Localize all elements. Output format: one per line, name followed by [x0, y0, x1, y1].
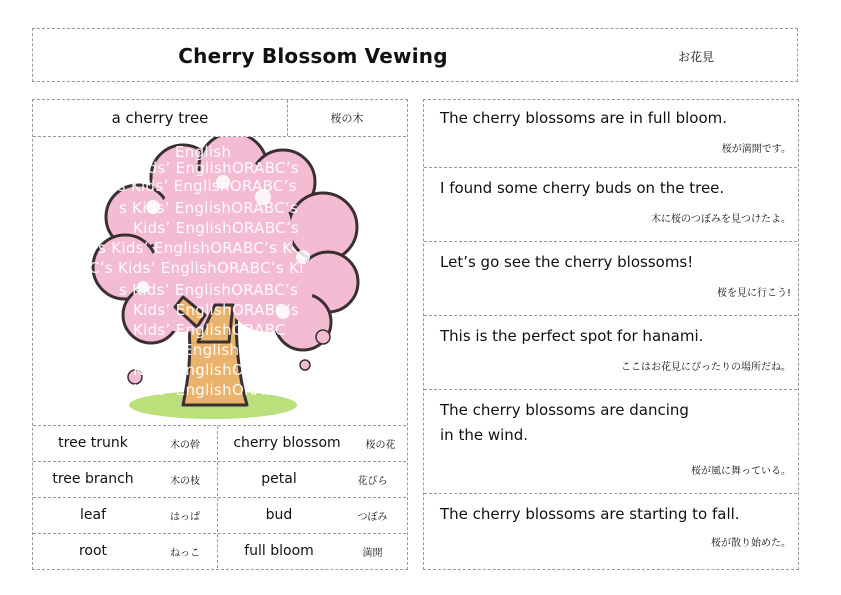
page-title: Cherry Blossom Vewing [178, 44, 448, 68]
vocab-japanese: 桜の花 [365, 439, 396, 451]
cherry-tree-icon [33, 137, 406, 425]
vocab-english: full bloom [244, 543, 314, 559]
sentence-english: Let’s go see the cherry blossoms! [440, 253, 694, 271]
main-word-row [33, 100, 406, 137]
vocabulary-panel [32, 99, 408, 570]
vocab-row [33, 497, 406, 533]
sentence-english: This is the perfect spot for hanami. [440, 327, 704, 345]
sentence-japanese: 桜が満開です。 [721, 144, 791, 155]
sentence-card [424, 318, 797, 390]
sentence-english [440, 398, 689, 448]
main-word-english: a cherry tree [33, 100, 288, 136]
sentence-english: I found some cherry buds on the tree. [440, 179, 725, 197]
watermark-line: C’s Kids’ EnglishORABC’s Ki [89, 259, 304, 277]
vocab-japanese: ねっこ [170, 547, 200, 559]
vocab-japanese: つぼみ [357, 511, 388, 523]
vocab-english: cherry blossom [233, 435, 341, 451]
vocab-english: tree branch [52, 471, 134, 487]
watermark-line: Kids’ EnglishORABC’s [133, 219, 300, 237]
page-title-japanese: お花見 [677, 49, 714, 64]
sentence-card [424, 170, 797, 242]
vocab-japanese: はっぱ [170, 511, 200, 523]
vocab-japanese: 木の幹 [170, 439, 200, 451]
sentence-english: The cherry blossoms are in full bloom. [440, 109, 728, 127]
vocab-japanese: 満開 [362, 547, 383, 559]
sentence-card [424, 244, 797, 316]
vocab-english: tree trunk [58, 435, 128, 451]
sentence-japanese: 桜が散り始めた。 [711, 538, 791, 549]
sentence-english-line: The cherry blossoms are dancing [440, 401, 689, 419]
watermark-line: s Kids’ EnglishORABC’s [119, 199, 299, 217]
watermark-line: English [175, 143, 232, 161]
vocabulary-grid [33, 425, 406, 571]
vocab-english: leaf [79, 507, 106, 523]
main-word-japanese: 桜の木 [330, 112, 364, 125]
watermark-line: English [183, 341, 240, 359]
sentence-japanese: 桜が風に舞っている。 [691, 466, 791, 477]
vocab-japanese: 木の枝 [170, 475, 200, 487]
vocab-row [33, 425, 406, 461]
page-header [32, 28, 798, 82]
watermark-line: Kids’ EnglishORABC [133, 381, 286, 399]
watermark-line: s Kids’ EnglishORABC’s [119, 281, 299, 299]
sentence-japanese: 木に桜のつぼみを見つけたよ。 [651, 214, 791, 225]
watermark-line: Kids’ EnglishORABC’s [133, 301, 300, 319]
sentence-japanese: 桜を見に行こう! [716, 288, 791, 299]
watermark-line: ABC’s Kids’ EnglishORABC’s [81, 177, 297, 195]
watermark-line: Kids’ EnglishORABC’s [133, 159, 300, 177]
vocab-row [33, 533, 406, 569]
vocab-english: petal [261, 471, 297, 487]
vocab-japanese: 花びら [357, 475, 388, 487]
watermark-line: Kids’ EnglishORABC [133, 321, 286, 339]
cherry-tree-illustration [33, 137, 406, 425]
watermark-line: ’s Kids’ EnglishORABC’s K [93, 239, 293, 257]
sentence-card [424, 100, 797, 168]
sentence-english: The cherry blossoms are starting to fall. [440, 505, 740, 523]
watermark-line: Kids’ EnglishORA [133, 361, 265, 379]
sentence-english-line: in the wind. [440, 426, 529, 444]
sentence-japanese: ここはお花見にぴったりの場所だね。 [621, 362, 791, 373]
vocab-row [33, 461, 406, 497]
sentence-card [424, 496, 797, 568]
sentences-panel [423, 99, 799, 570]
vocab-english: bud [265, 507, 293, 523]
vocab-english: root [78, 543, 108, 559]
sentence-card [424, 392, 797, 494]
